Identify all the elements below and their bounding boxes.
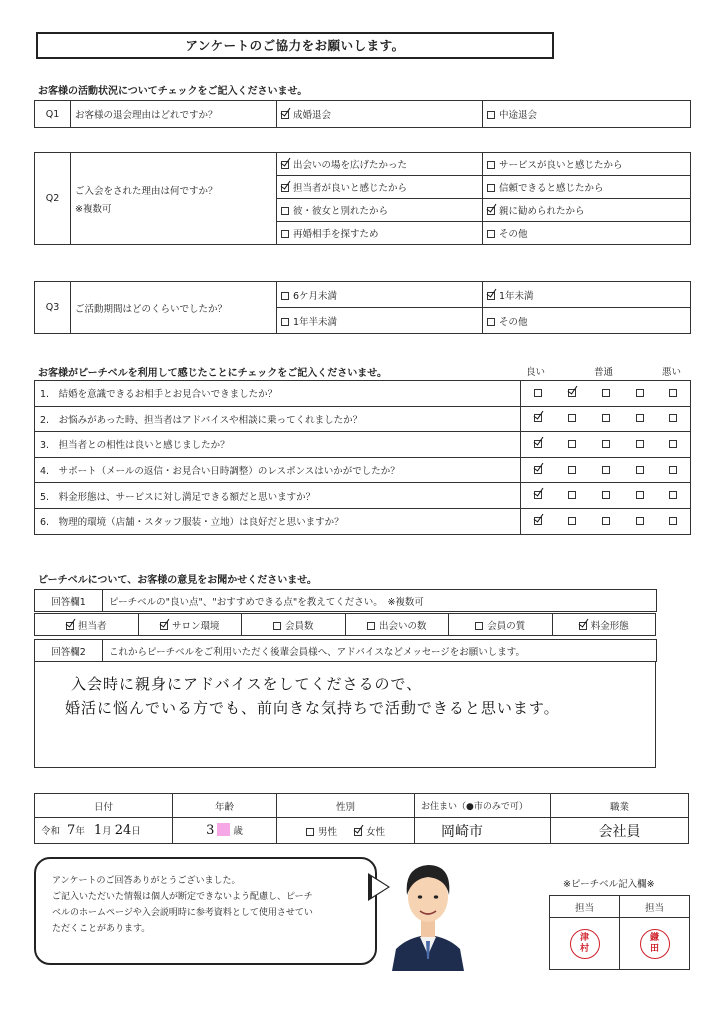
q2-option[interactable]: サービスが良いと感じたから bbox=[483, 153, 691, 176]
rating-4-checkbox-5[interactable] bbox=[669, 466, 677, 474]
age-field[interactable]: 3 歳 bbox=[173, 818, 277, 844]
rating-row bbox=[35, 483, 691, 509]
date-label: 日付 bbox=[35, 794, 173, 818]
q1-checkbox-1[interactable] bbox=[487, 111, 495, 119]
rating-1-checkbox-3[interactable] bbox=[602, 389, 610, 397]
answer1-option[interactable] bbox=[449, 614, 553, 636]
rating-question: 4. サポート（メールの返信・お見合い日時調整）のレスポンスはいかがでしたか？ bbox=[35, 457, 521, 483]
q3-question: ご活動期間はどのくらいでしたか？ bbox=[71, 282, 277, 334]
age-value: 3 bbox=[206, 823, 215, 838]
rating-3-checkbox-4[interactable] bbox=[636, 440, 644, 448]
rating-row bbox=[35, 381, 691, 407]
rating-6-checkbox-3[interactable] bbox=[602, 517, 610, 525]
q2-checkbox-2[interactable] bbox=[281, 184, 289, 192]
q1-question: お客様の退会理由はどれですか？ bbox=[71, 101, 277, 128]
rating-1-checkbox-5[interactable] bbox=[669, 389, 677, 397]
rating-2-checkbox-4[interactable] bbox=[636, 414, 644, 422]
answer1-option[interactable] bbox=[35, 614, 139, 636]
year-value: 7 bbox=[67, 823, 76, 838]
q2-option[interactable]: 再婚相手を探すため bbox=[277, 222, 483, 245]
scale-good-label: 良い bbox=[526, 367, 546, 378]
rating-question: 2. お悩みがあった時、担当者はアドバイスや相談に乗ってくれましたか？ bbox=[35, 406, 521, 432]
rating-row bbox=[35, 457, 691, 483]
section-heading-activity: お客様の活動状況についてチェックをご記入くださいませ。 bbox=[38, 86, 308, 97]
answer1-option[interactable] bbox=[345, 614, 449, 636]
gender-label: 性別 bbox=[277, 794, 415, 818]
job-label: 職業 bbox=[551, 794, 689, 818]
answer1-table bbox=[34, 589, 657, 612]
q2-number: Q2 bbox=[35, 153, 71, 245]
age-highlight bbox=[217, 823, 230, 836]
answer1-label: 回答欄1 bbox=[35, 590, 103, 612]
answer1-option[interactable] bbox=[242, 614, 346, 636]
rating-5-checkbox-5[interactable] bbox=[669, 491, 677, 499]
q1-table bbox=[34, 100, 691, 128]
q2-checkbox-1[interactable] bbox=[487, 161, 495, 169]
rating-question: 6. 物理的環境（店舗・スタッフ服装・立地）は良好だと思いますか？ bbox=[35, 508, 521, 534]
rating-3-checkbox-5[interactable] bbox=[669, 440, 677, 448]
section-heading-opinion: ピーチベルについて、お客様の意見をお聞かせくださいませ。 bbox=[38, 575, 317, 586]
q3-option[interactable]: 1年半未満 bbox=[277, 308, 483, 334]
q2-checkbox-3[interactable] bbox=[487, 184, 495, 192]
q1-option[interactable]: 中途退会 bbox=[483, 101, 691, 128]
rating-question: 1. 結婚を意識できるお相手とお見合いできましたか？ bbox=[35, 381, 521, 407]
staff-col2-label: 担当 bbox=[620, 896, 690, 918]
answer1-option-label: 出会いの数 bbox=[378, 620, 427, 632]
answer1-checkbox-3[interactable] bbox=[367, 622, 375, 630]
q3-checkbox-3[interactable] bbox=[487, 318, 495, 326]
answer1-option-label: サロン環境 bbox=[171, 620, 220, 632]
q2-option[interactable]: その他 bbox=[483, 222, 691, 245]
answer2-textarea[interactable] bbox=[34, 661, 656, 768]
answer1-option[interactable] bbox=[552, 614, 656, 636]
rating-6-checkbox-5[interactable] bbox=[669, 517, 677, 525]
q3-option[interactable]: 6ケ月未満 bbox=[277, 282, 483, 308]
answer1-question: ピーチベルの"良い点"、"おすすめできる点"を教えてください。 ※複数可 bbox=[103, 590, 657, 612]
age-label: 年齢 bbox=[173, 794, 277, 818]
rating-3-checkbox-2[interactable] bbox=[568, 440, 576, 448]
q2-table bbox=[34, 152, 691, 245]
answer1-option-label: 担当者 bbox=[77, 620, 107, 632]
rating-3-checkbox-3[interactable] bbox=[602, 440, 610, 448]
q1-checkbox-0[interactable] bbox=[281, 111, 289, 119]
rating-4-checkbox-4[interactable] bbox=[636, 466, 644, 474]
day-value: 24 bbox=[114, 823, 132, 838]
female-checkbox[interactable] bbox=[354, 828, 362, 836]
rating-6-checkbox-4[interactable] bbox=[636, 517, 644, 525]
q2-checkbox-5[interactable] bbox=[487, 207, 495, 215]
answer1-checkbox-5[interactable] bbox=[579, 622, 587, 630]
answer1-option[interactable] bbox=[138, 614, 242, 636]
answer1-checkbox-4[interactable] bbox=[475, 622, 483, 630]
stamp-tsumura: 津 村 bbox=[570, 929, 600, 959]
rating-2-checkbox-3[interactable] bbox=[602, 414, 610, 422]
q2-option[interactable]: 信頼できると感じたから bbox=[483, 176, 691, 199]
q2-checkbox-6[interactable] bbox=[281, 230, 289, 238]
rating-1-checkbox-4[interactable] bbox=[636, 389, 644, 397]
q3-checkbox-1[interactable] bbox=[487, 292, 495, 300]
rating-5-checkbox-2[interactable] bbox=[568, 491, 576, 499]
answer1-option-label: 料金形態 bbox=[590, 620, 629, 632]
answer2-question: これからピーチベルをご利用いただく後輩会員様へ、アドバイスなどメッセージをお願いします。 bbox=[103, 640, 657, 662]
answer1-checkbox-2[interactable] bbox=[273, 622, 281, 630]
answer1-options bbox=[34, 613, 656, 636]
rating-3-checkbox-1[interactable] bbox=[534, 440, 542, 448]
scale-bad-label: 悪い bbox=[662, 367, 682, 378]
handwritten-line-2: 婚活に悩んでいる方でも、前向きな気持ちで活動できると思います。 bbox=[65, 699, 560, 717]
q3-option[interactable]: その他 bbox=[483, 308, 691, 334]
stamp-kamata: 鎌 田 bbox=[640, 929, 670, 959]
staff-area-title: ※ピーチベル記入欄※ bbox=[563, 879, 655, 890]
staff-col1-label: 担当 bbox=[550, 896, 620, 918]
bubble-tail-inner bbox=[372, 877, 388, 897]
q2-checkbox-0[interactable] bbox=[281, 161, 289, 169]
address-label: お住まい（●市のみで可） bbox=[415, 794, 551, 818]
q3-option[interactable]: 1年未満 bbox=[483, 282, 691, 308]
info-table bbox=[34, 793, 689, 844]
page-title: アンケートのご協力をお願いします。 bbox=[36, 32, 554, 59]
answer1-option-label: 会員数 bbox=[284, 620, 314, 632]
q2-option[interactable]: 彼・彼女と別れたから bbox=[277, 199, 483, 222]
answer1-checkbox-1[interactable] bbox=[160, 622, 168, 630]
job-field[interactable]: 会社員 bbox=[551, 818, 689, 844]
answer1-option-label: 会員の質 bbox=[487, 620, 526, 632]
answer2-label: 回答欄2 bbox=[35, 640, 103, 662]
scale-normal-label: 普通 bbox=[594, 367, 614, 378]
rating-4-checkbox-2[interactable] bbox=[568, 466, 576, 474]
rating-6-checkbox-1[interactable] bbox=[534, 517, 542, 525]
male-checkbox[interactable] bbox=[306, 828, 314, 836]
rating-5-checkbox-3[interactable] bbox=[602, 491, 610, 499]
answer1-checkbox-0[interactable] bbox=[66, 622, 74, 630]
q2-question: ご入会をされた理由は何ですか？ ※複数可 bbox=[71, 153, 277, 245]
section-heading-evaluation: お客様がピーチベルを利用して感じたことにチェックをご記入くださいませ。 bbox=[38, 368, 387, 379]
answer2-table bbox=[34, 639, 657, 662]
q3-checkbox-2[interactable] bbox=[281, 318, 289, 326]
rating-question: 5. 料金形態は、サービスに対し満足できる額だと思いますか？ bbox=[35, 483, 521, 509]
q2-option[interactable]: 出会いの場を広げたかった bbox=[277, 153, 483, 176]
rating-table bbox=[34, 380, 691, 535]
thanks-bubble: アンケートのご回答ありがとうございました。 ご記入いただいた情報は個人が断定できないよう配慮し、ピーチ ベルのホームページや入会説明時に参考資料として使用させてい ただくことがあります。 bbox=[34, 857, 377, 965]
gender-field[interactable]: 男性 女性 bbox=[277, 818, 415, 844]
rating-1-checkbox-1[interactable] bbox=[534, 389, 542, 397]
rating-row bbox=[35, 508, 691, 534]
rating-question: 3. 担当者との相性は良いと感じましたか？ bbox=[35, 432, 521, 458]
rating-2-checkbox-2[interactable] bbox=[568, 414, 576, 422]
rating-2-checkbox-5[interactable] bbox=[669, 414, 677, 422]
rating-4-checkbox-3[interactable] bbox=[602, 466, 610, 474]
staff-table bbox=[549, 895, 690, 970]
q1-number: Q1 bbox=[35, 101, 71, 128]
q2-option[interactable]: 担当者が良いと感じたから bbox=[277, 176, 483, 199]
rating-5-checkbox-1[interactable] bbox=[534, 491, 542, 499]
q1-option[interactable]: 成婚退会 bbox=[277, 101, 483, 128]
q3-number: Q3 bbox=[35, 282, 71, 334]
rating-2-checkbox-1[interactable] bbox=[534, 414, 542, 422]
q3-table bbox=[34, 281, 691, 334]
staff-illustration bbox=[388, 853, 468, 971]
rating-6-checkbox-2[interactable] bbox=[568, 517, 576, 525]
q2-checkbox-4[interactable] bbox=[281, 207, 289, 215]
rating-row bbox=[35, 406, 691, 432]
rating-1-checkbox-2[interactable] bbox=[568, 389, 576, 397]
rating-5-checkbox-4[interactable] bbox=[636, 491, 644, 499]
date-field[interactable]: 令和 7年 1月 24日 bbox=[35, 818, 173, 844]
month-value: 1 bbox=[93, 823, 103, 838]
handwritten-line-1: 入会時に親身にアドバイスをしてくださるので、 bbox=[71, 675, 423, 693]
q3-checkbox-0[interactable] bbox=[281, 292, 289, 300]
q2-option[interactable]: 親に勧められたから bbox=[483, 199, 691, 222]
q2-checkbox-7[interactable] bbox=[487, 230, 495, 238]
address-field[interactable]: 岡崎市 bbox=[415, 818, 551, 844]
rating-row bbox=[35, 432, 691, 458]
rating-4-checkbox-1[interactable] bbox=[534, 466, 542, 474]
